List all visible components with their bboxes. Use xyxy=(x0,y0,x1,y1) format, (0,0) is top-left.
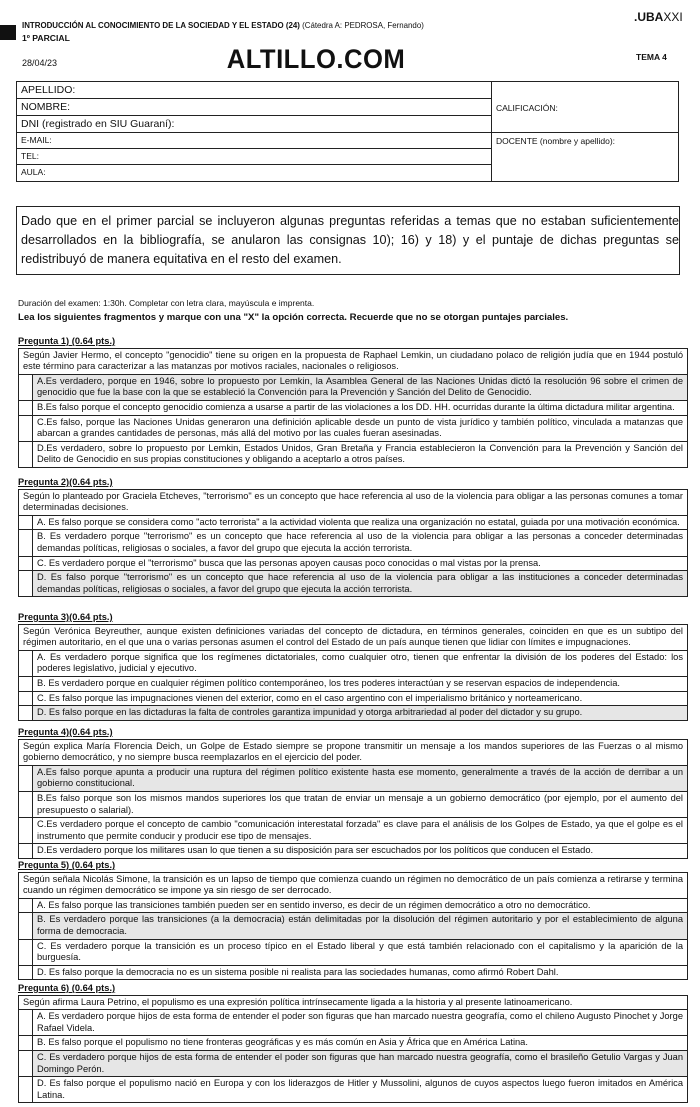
black-marker xyxy=(0,25,16,40)
option-text: D.Es verdadero, sobre lo propuesto por Lemkin, Estados Unidos, Gran Bretaña y Francia establecieron la Convención para la Prevención y Sanción del Delito de Genocidio en sus propias constituciones y obligando a aceptarlo a otros países. xyxy=(37,442,683,465)
answer-checkbox[interactable] xyxy=(19,1036,33,1050)
course-title: INTRODUCCIÓN AL CONOCIMIENTO DE LA SOCIEDAD Y EL ESTADO (24) (Cátedra A: PEDROSA, Fernando) xyxy=(22,20,424,30)
apellido-field[interactable]: APELLIDO: xyxy=(17,82,491,99)
question-4 xyxy=(18,727,688,859)
option-a[interactable] xyxy=(18,651,688,677)
option-text: B. Es verdadero porque en cualquier régimen político contemporáneo, los tres poderes interactúan y se reservan espacios de independencia. xyxy=(37,677,620,688)
option-text: A.Es verdadero, porque en 1946, sobre lo propuesto por Lemkin, la Asamblea General de las Naciones Unidas dictó la resolución 96 sobre el crimen de genocidio que fue la base con la que se estableció la Convención para la Prevención y Sanción del Delito de Genocidio. xyxy=(33,375,687,400)
option-a[interactable] xyxy=(18,516,688,531)
notice-box: Dado que en el primer parcial se incluyeron algunas preguntas referidas a temas que no estaban suficientemente desarrollados en la bibliografía, se anularon las consignas 10); 16) y 18) y el puntaje de dichas preguntas se redistribuyó de manera equitativa en el resto del examen. xyxy=(16,206,680,275)
answer-checkbox[interactable] xyxy=(19,766,33,791)
docente-field[interactable]: DOCENTE (nombre y apellido): xyxy=(496,136,616,146)
question-1 xyxy=(18,336,688,468)
question-stem: Según Verónica Beyreuther, aunque existen definiciones variadas del concepto de dictadura, en términos generales, coinciden en que es un subtipo del régimen autoritario, en el que una o varias personas asumen el control del Estado de un país aunque tienen que lidiar con límites e impugnaciones. xyxy=(18,624,688,651)
option-c[interactable] xyxy=(18,1051,688,1077)
option-text: C.Es verdadero porque el concepto de cambio "comunicación interestatal forzada" es clave para el análisis de los Golpes de Estado, ya que el golpe es el instrumento que permite conducir y producir ese tipo de mensajes. xyxy=(37,819,683,841)
option-text: A. Es falso porque se considera como "acto terrorista" a la actividad violenta que realiza una organización no estatal, guiada por una motivación económica. xyxy=(37,516,680,527)
answer-checkbox[interactable] xyxy=(19,1010,33,1035)
question-2 xyxy=(18,477,688,597)
answer-checkbox[interactable] xyxy=(19,677,33,691)
option-d[interactable] xyxy=(18,1077,688,1103)
question-stem: Según señala Nicolás Simone, la transición es un lapso de tiempo que comienza cuando un régimen no democrático de un país comienza a retirarse y termina cuando un régimen democrático se impone ya sin riesgo de ser derrocado. xyxy=(18,872,688,899)
email-field[interactable]: E-MAIL: xyxy=(17,133,491,149)
question-title: Pregunta 1) (0.64 pts.) xyxy=(18,336,116,346)
option-text: C.Es falso, porque las Naciones Unidas generaron una definición aplicable desde un punto de vista jurídico y también político, vinculada a matanzas que abarcan a grandes cantidades de personas, más allá del motivo por las cuales fueran asesinadas. xyxy=(37,416,683,439)
answer-checkbox[interactable] xyxy=(19,940,33,965)
option-text: D. Es falso porque "terrorismo" es un concepto que hace referencia al uso de la violencia para obligar a las instituciones a conceder determinadas demandas políticas, religiosas o sociales, a favor del grupo que ejecuta la acción terrorista. xyxy=(33,571,687,596)
question-title: Pregunta 3)(0.64 pts.) xyxy=(18,612,113,622)
option-c[interactable] xyxy=(18,940,688,966)
answer-checkbox[interactable] xyxy=(19,818,33,843)
option-d[interactable] xyxy=(18,442,688,468)
question-title: Pregunta 2)(0.64 pts.) xyxy=(18,477,113,487)
answer-checkbox[interactable] xyxy=(19,913,33,938)
option-text: B.Es falso porque son los mismos mandos superiores los que tratan de enviar un mensaje a un gobierno democrático (por ejemplo, por el aumento del presupuesto o salarial). xyxy=(37,792,683,815)
answer-checkbox[interactable] xyxy=(19,516,33,530)
answer-checkbox[interactable] xyxy=(19,375,33,400)
question-title: Pregunta 6) (0.64 pts.) xyxy=(18,983,116,993)
option-text: C. Es verdadero porque la transición es un proceso típico en el Estado liberal y que está también relacionado con el capitalismo y la aparición de la burguesía. xyxy=(37,940,683,963)
answer-checkbox[interactable] xyxy=(19,442,33,467)
nombre-field[interactable]: NOMBRE: xyxy=(17,99,491,116)
option-text: D. Es falso porque la democracia no es un sistema posible ni realista para las sociedades humanas, como afirmó Robert Dahl. xyxy=(37,966,559,977)
answer-checkbox[interactable] xyxy=(19,530,33,555)
option-d[interactable] xyxy=(18,844,688,859)
calificacion-field[interactable]: CALIFICACIÓN: xyxy=(492,82,678,133)
option-text: B.Es falso porque el concepto genocidio comienza a usarse a partir de las violaciones a los DD. HH. ocurridas durante la última dictadura militar argentina. xyxy=(37,401,675,412)
option-b[interactable] xyxy=(18,792,688,818)
question-3 xyxy=(18,612,688,721)
option-b[interactable] xyxy=(18,530,688,556)
option-text: C. Es verdadero porque hijos de esta forma de entender el poder son figuras que han marcado nuestra geografía, como el brasileño Getulio Vargas y Juan Domingo Perón. xyxy=(33,1051,687,1076)
option-text: C. Es verdadero porque el "terrorismo" busca que las personas apoyen causas poco conocidas o mal vistas por la prensa. xyxy=(37,557,541,568)
option-text: C. Es falso porque las impugnaciones vienen del exterior, como en el caso argentino con el imperialismo británico y norteamericano. xyxy=(37,692,583,703)
exam-date: 28/04/23 xyxy=(22,58,58,68)
option-d[interactable] xyxy=(18,706,688,721)
option-text: A. Es falso porque las transiciones también pueden ser en sentido inverso, es decir de un régimen democrático a otro no democrático. xyxy=(37,899,591,910)
exam-name: 1º PARCIAL xyxy=(22,33,70,43)
question-stem: Según explica María Florencia Deich, un Golpe de Estado siempre se propone transmitir un mensaje a los mandos superiores de las Fuerzas o al mismo gobierno democrático, y no siempre busca reemplazarlos en el ejercicio del poder. xyxy=(18,739,688,766)
option-c[interactable] xyxy=(18,818,688,844)
option-a[interactable] xyxy=(18,1010,688,1036)
option-a[interactable] xyxy=(18,899,688,914)
uba-logo: .UBAXXI xyxy=(634,10,683,24)
question-6 xyxy=(18,983,688,1103)
answer-checkbox[interactable] xyxy=(19,1051,33,1076)
option-text: A. Es verdadero porque hijos de esta forma de entender el poder son figuras que han marcado nuestra geografía, como el chileno Augusto Pinochet y Jorge Rafael Videla. xyxy=(37,1011,683,1033)
duration-text: Duración del examen: 1:30h. Completar con letra clara, mayúscula e imprenta. xyxy=(18,298,315,308)
option-text: D.Es verdadero porque los militares usan lo que tienen a su disposición para ser escuchados por los políticos que conducen el Estado. xyxy=(37,845,594,856)
instructions-text: Lea los siguientes fragmentos y marque con una "X" la opción correcta. Recuerde que no se otorgan puntajes parciales. xyxy=(18,312,569,323)
aula-field[interactable]: AULA: xyxy=(21,167,46,177)
answer-checkbox[interactable] xyxy=(19,844,33,858)
option-text: A.Es falso porque apunta a producir una ruptura del régimen político existente hasta ese momento, generalmente a través de la acción de derribar a un gobierno constitucional. xyxy=(33,766,687,791)
option-d[interactable] xyxy=(18,966,688,981)
tel-field[interactable]: TEL: xyxy=(17,149,491,165)
answer-checkbox[interactable] xyxy=(19,557,33,571)
tema-label: TEMA 4 xyxy=(636,52,667,62)
question-5 xyxy=(18,860,688,980)
option-a[interactable] xyxy=(18,375,688,401)
option-text: D. Es falso porque el populismo nació en Europa y con los liderazgos de Hitler y Mussolini, algunos de cuyos aspectos luego fueron imitados en América Latina. xyxy=(37,1078,683,1100)
option-text: A. Es verdadero porque significa que los regímenes dictatoriales, como cualquier otro, tienen que enfrentar la división de los poderes del Estado: los poderes legislativo, judicial y ejecutivo. xyxy=(37,651,683,674)
answer-checkbox[interactable] xyxy=(19,966,33,980)
option-text: D. Es falso porque en las dictaduras la falta de controles garantiza impunidad y otorga arbitrariedad al poder del dictador y su grupo. xyxy=(33,706,687,720)
option-d[interactable] xyxy=(18,571,688,597)
student-info-table xyxy=(16,81,679,182)
question-stem: Según lo planteado por Graciela Etcheves, "terrorismo" es un concepto que hace referencia al uso de la violencia para obligar a las personas comunes a tomar determinadas decisiones. xyxy=(18,489,688,516)
dni-field[interactable]: DNI (registrado en SIU Guaraní): xyxy=(17,116,491,133)
answer-checkbox[interactable] xyxy=(19,651,33,676)
option-text: B. Es falso porque el populismo no tiene fronteras geográficas y es más común en Asia y África que en América Latina. xyxy=(37,1037,528,1048)
question-title: Pregunta 4)(0.64 pts.) xyxy=(18,727,113,737)
answer-checkbox[interactable] xyxy=(19,416,33,441)
answer-checkbox[interactable] xyxy=(19,692,33,706)
answer-checkbox[interactable] xyxy=(19,571,33,596)
answer-checkbox[interactable] xyxy=(19,401,33,415)
option-text: B. Es verdadero porque las transiciones (a la democracia) están delimitadas por la disolución del régimen autoritario y por el establecimiento de alguna forma de democracia. xyxy=(33,913,687,938)
altillo-logo: ALTILLO.COM xyxy=(226,44,406,74)
option-b[interactable] xyxy=(18,401,688,416)
option-b[interactable] xyxy=(18,677,688,692)
answer-checkbox[interactable] xyxy=(19,899,33,913)
answer-checkbox[interactable] xyxy=(19,706,33,720)
question-stem: Según Javier Hermo, el concepto "genocidio" tiene su origen en la propuesta de Raphael Lemkin, un ciudadano polaco de religión judía que en 1944 postuló este término para caracterizar a las matanzas por motivos raciales, nacionales o religiosos. xyxy=(18,348,688,375)
answer-checkbox[interactable] xyxy=(19,792,33,817)
option-c[interactable] xyxy=(18,692,688,707)
question-stem: Según afirma Laura Petrino, el populismo es una expresión política intrínsecamente ligada a la historia y al presente latinoamericano. xyxy=(18,995,688,1011)
option-c[interactable] xyxy=(18,416,688,442)
question-title: Pregunta 5) (0.64 pts.) xyxy=(18,860,116,870)
answer-checkbox[interactable] xyxy=(19,1077,33,1102)
option-b[interactable] xyxy=(18,1036,688,1051)
option-c[interactable] xyxy=(18,557,688,572)
option-a[interactable] xyxy=(18,766,688,792)
option-text: B. Es verdadero porque "terrorismo" es un concepto que hace referencia al uso de la violencia para obligar a las personas a conceder determinadas demandas políticas, religiosas o sociales, a favor del grupo que ejecuta la acción terrorista. xyxy=(37,531,683,553)
option-b[interactable] xyxy=(18,913,688,939)
